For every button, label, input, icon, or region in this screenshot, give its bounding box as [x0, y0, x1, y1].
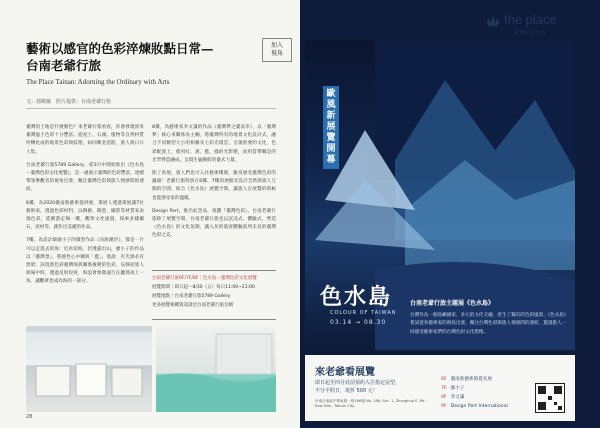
floor-item [441, 393, 508, 402]
info-line: 更多展覽相關資訊請洽台南老爺行旅官網 [152, 303, 233, 308]
floor-list [441, 375, 508, 411]
floor-number: 6F [441, 377, 447, 382]
paragraph: 臺灣的土地是什麼顏色？來老爺行旅看看，你會發現原來臺灣風土色彩十分豐富。從泥土、石頭、植物等自然材質所轉化成的地景色彩與紋理，如同陳金造般，旅人與日日人集。 [26, 125, 144, 155]
exhibition-logo-english: COLOUR OF TAIWAN [330, 310, 397, 316]
byline: 文：郭曉蘊 照片提供：台南老爺行旅 [26, 99, 112, 105]
info-line: 展覽地點｜台南老爺行旅5789 Gallery [152, 294, 231, 299]
exhibition-dates: 03.14 → 08.30 [330, 319, 387, 326]
promo-line-1: 即日起至四月底前預約入住指定房型， [315, 380, 401, 386]
gallery-photo-illustration [26, 326, 152, 412]
divider [26, 108, 276, 109]
floor-label: Design Port International [450, 404, 508, 409]
brand-name: the place [504, 12, 557, 27]
poster-caption [410, 300, 570, 337]
body-column-1 [26, 124, 144, 292]
installation-photo-illustration [156, 326, 276, 412]
article-subtitle: The Place Tainan: Adorning the Ordinary with Arts [26, 78, 170, 86]
qr-code[interactable] [535, 383, 565, 413]
exhibition-logo: 色水島 [320, 284, 393, 310]
floor-number: 8F [441, 395, 447, 400]
floor-label: 臺南新藝術節提名展 [450, 377, 492, 382]
brand-subtitle: 老爺行旅 台南 [514, 30, 546, 36]
qr-code-pattern [536, 384, 564, 412]
poster-body: 台灣作為一個島嶼國家，多元的文化交融，產生了獨有的色彩風景。《色水島》嘗試從各藝術家的視角出發，關注台灣色彩與旅人情感間的連結，邀請旅人一同感受藝術家們的台灣色彩文化想像。 [410, 312, 569, 335]
tag-line-1: 加入 [270, 42, 283, 49]
poster-heading: 台南老爺行旅主題展《色水島》 [410, 300, 495, 307]
promo-box [305, 355, 575, 421]
floor-item [441, 375, 508, 384]
info-line: 展覽期間｜即日起～8/30（五）每日11:00~21:00 [152, 285, 255, 290]
section-tag [262, 38, 292, 62]
promo-line-2: 不分平假日，現折 500 元！ [315, 388, 378, 394]
info-line: 台南老爺行旅6F/7F/8F｜色水島－臺灣色彩文化展覽 [152, 276, 257, 281]
article-title [26, 40, 256, 74]
gallery-photo [26, 326, 152, 412]
floor-number: 9F [441, 404, 447, 409]
paragraph: Design Port，推出紀念品，規劃『臺灣色彩』，台南老爺行旅除了展覽空間，台南老爺行旅也以沉浸式、體驗式，營造《色水島》的文化氛圍，讓入住的旅客體驗前所未見的臺灣色彩之美。 [152, 208, 276, 239]
paragraph: 6樓，為2020臺南新藝術提供展，策展人透過策展讓7位藝術家、透過色彩材料，以陶藝、陶瓷、攝影等材質來表現色彩，延續游走場一樓，觀察文化風貌、探索多樣攝石，泥材等，創作出美麗的作品。 [26, 200, 144, 231]
title-line-1: 藝術以感官的色彩淬煉妝點日常— [26, 41, 214, 56]
paragraph: 7樓，為設計師廖小子的微型作品《向海潮汐》，都是一片可以走進去的海；近看似海，但透露出山，廖小子的作品以『臺灣景』，將感性心中關與「藍」。他說：有光源必有黑暗；該現將色彩臺灣海與關係後變的色彩，安靜而迷人與場中時，透過反射投射，海浪會象徵遠行在聽那夜上一角。讓觀眾也成為海的一部分。 [26, 238, 144, 285]
floor-item [441, 384, 508, 393]
paragraph: 8樓，為藝術家李文謙的作品《臺灣夢之臺南市》，以「臺灣夢」核心來關係為主軸，將臺灣特有的地景文化設計式，融合不同類型大小的相稱及七彩光環雲，呈現給要的文化，色彩配置上，使用紅、黃、藍、綠的光影變，而用當帶關是的光學營造融成，呈現生猛繽紛的臺式力量。 [152, 125, 276, 163]
address-text: 台南市東區中華東路一段166號 No. 166, Sec. 1, Zhonghua E. Rd., East Dist., Tainan City [315, 399, 427, 408]
paragraph: 台南老爺行旅5789 Gallery，從3月中開始推出《色水島－臺灣色彩文化展覽》，是一處展示臺灣的色彩豐富，連續帶領參觀者的視角出發，關注臺灣色彩與旅人情感間的連結。 [26, 162, 144, 193]
tag-line-2: 視角 [270, 50, 283, 57]
page-number: 28 [26, 414, 33, 420]
floor-label: 李文謙 [450, 395, 465, 400]
lotus-icon [484, 14, 502, 28]
promo-text [315, 379, 400, 395]
vertical-banner: 歐風新展覽開幕 [323, 86, 339, 169]
installation-photo [156, 326, 276, 412]
floor-label: 廖小子 [450, 386, 465, 391]
floor-item [441, 402, 508, 411]
body-column-2 [152, 124, 276, 246]
paragraph: 除了看展，旅人們也可入住藝術樓層，親身感受臺灣色彩的蘊藉！老爺行旅特別在6樓、7樓的展館旁設計全新與旅人互動的空間，結合《色水島》展覽空間，讓旅人在展覽的時候也能感受家的溫暖。 [152, 171, 276, 201]
exhibition-info-box [152, 270, 276, 320]
promo-heading: 來老爺看展覽 [315, 367, 375, 378]
title-line-2: 台南老爺行旅 [26, 58, 102, 73]
floor-number: 7F [441, 386, 447, 391]
